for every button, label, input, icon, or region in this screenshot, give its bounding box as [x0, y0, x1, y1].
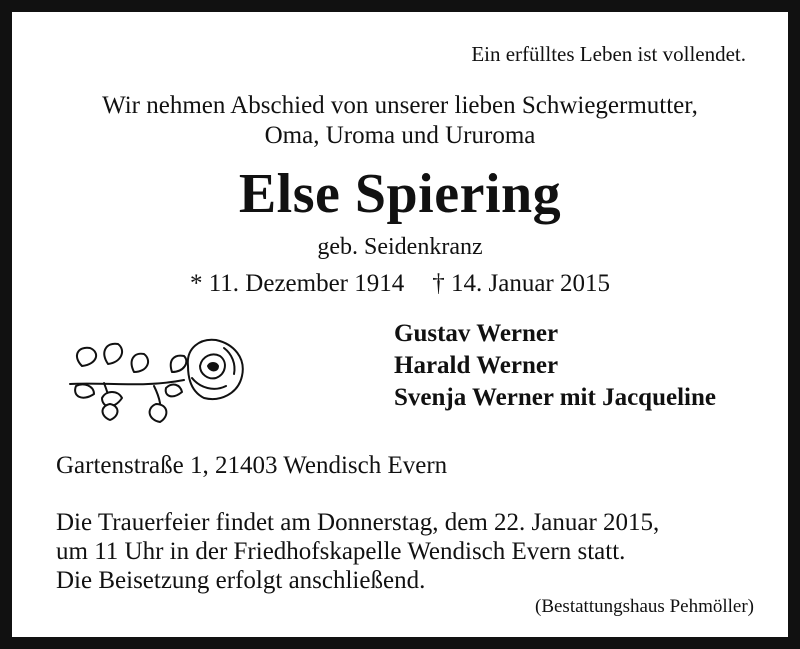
farewell-text — [12, 91, 788, 151]
undertaker-credit: (Bestattungshaus Pehmöller) — [535, 596, 754, 617]
family-address: Gartenstraße 1, 21403 Wendisch Evern — [56, 452, 448, 479]
mourner-name: Harald Werner — [394, 352, 559, 379]
life-dates — [12, 270, 788, 298]
deceased-name: Else Spiering — [238, 163, 562, 225]
service-line: um 11 Uhr in der Friedhofskapelle Wendisch Evern statt. — [56, 538, 626, 565]
maiden-name: geb. Seidenkranz — [317, 234, 483, 260]
farewell-line-1: Wir nehmen Abschied von unserer lieben Schwiegermutter, — [102, 92, 698, 119]
mourner-name: Svenja Werner mit Jacqueline — [394, 384, 716, 411]
service-line: Die Trauerfeier findet am Donnerstag, dem 22. Januar 2015, — [56, 509, 660, 536]
death-date: † 14. Januar 2015 — [432, 270, 611, 297]
birth-date: * 11. Dezember 1914 — [189, 270, 405, 297]
mourner-name: Gustav Werner — [394, 320, 559, 347]
motto-text: Ein erfülltes Leben ist vollendet. — [471, 42, 746, 66]
farewell-line-2: Oma, Uroma und Ururoma — [264, 122, 536, 149]
rose-icon — [64, 326, 250, 428]
mourners-list — [394, 318, 716, 414]
service-info — [56, 508, 659, 595]
service-line: Die Beisetzung erfolgt anschließend. — [56, 567, 426, 594]
